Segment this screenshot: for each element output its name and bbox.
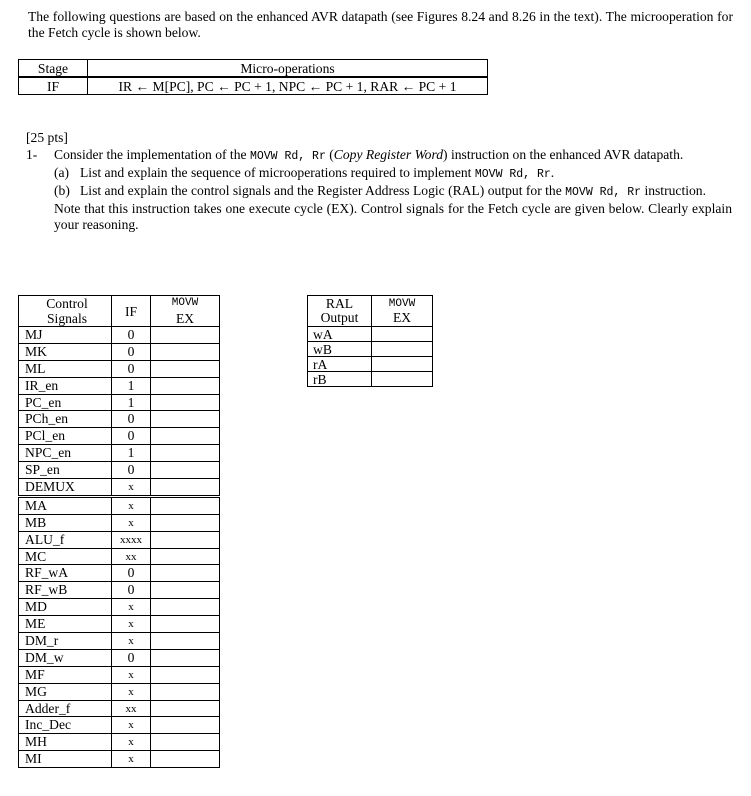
signal-if-value: x bbox=[112, 666, 151, 683]
ral-name: rA bbox=[308, 357, 372, 372]
ral-row bbox=[308, 357, 433, 372]
ral-ex-label: EX bbox=[392, 310, 412, 325]
movw-ex-header bbox=[151, 296, 220, 327]
signal-name: MG bbox=[19, 683, 112, 700]
signal-if-value: 0 bbox=[112, 343, 151, 360]
signal-name: DEMUX bbox=[19, 479, 112, 497]
signal-name: Inc_Dec bbox=[19, 717, 112, 734]
ral-movw-ex-header bbox=[372, 296, 433, 327]
ral-ex-cell[interactable] bbox=[372, 357, 433, 372]
signal-if-value: x bbox=[112, 599, 151, 616]
stage-table-row bbox=[19, 77, 488, 95]
ral-name: rB bbox=[308, 372, 372, 387]
control-signal-row bbox=[19, 360, 220, 377]
ral-ex-cell[interactable] bbox=[372, 342, 433, 357]
control-signal-row bbox=[19, 394, 220, 411]
stage-cell: IF bbox=[19, 77, 88, 95]
control-table-header bbox=[19, 296, 220, 327]
control-signal-row bbox=[19, 751, 220, 768]
signal-if-value: x bbox=[112, 734, 151, 751]
control-signal-row bbox=[19, 548, 220, 565]
control-signal-row bbox=[19, 616, 220, 633]
movw-label: MOVW bbox=[171, 297, 199, 309]
signal-name: PC_en bbox=[19, 394, 112, 411]
signal-ex-cell[interactable] bbox=[151, 327, 220, 344]
signal-if-value: 1 bbox=[112, 445, 151, 462]
control-signal-row bbox=[19, 565, 220, 582]
signal-ex-cell[interactable] bbox=[151, 496, 220, 514]
sub-b-code: MOVW Rd, Rr bbox=[565, 186, 642, 199]
signal-if-value: xx bbox=[112, 700, 151, 717]
signal-name: MJ bbox=[19, 327, 112, 344]
stage-header: Stage bbox=[19, 60, 88, 78]
sub-a-end: . bbox=[550, 165, 555, 180]
signal-ex-cell[interactable] bbox=[151, 616, 220, 633]
signal-if-value: x bbox=[112, 616, 151, 633]
control-signal-row bbox=[19, 462, 220, 479]
signal-name: DM_r bbox=[19, 633, 112, 650]
signal-ex-cell[interactable] bbox=[151, 428, 220, 445]
question-note: Note that this instruction takes one execute cycle (EX). Control signals for the Fetch cycle are given below. Clearly explain your reasoning. bbox=[54, 201, 732, 232]
control-signal-row bbox=[19, 717, 220, 734]
signal-name: MK bbox=[19, 343, 112, 360]
signal-name: MH bbox=[19, 734, 112, 751]
control-signal-row bbox=[19, 428, 220, 445]
signal-name: MD bbox=[19, 599, 112, 616]
sub-question-a bbox=[54, 165, 732, 183]
ral-table-header bbox=[308, 296, 433, 327]
control-signal-row bbox=[19, 683, 220, 700]
question-text-a: Consider the implementation of the bbox=[54, 147, 250, 162]
signal-if-value: 1 bbox=[112, 377, 151, 394]
signal-ex-cell[interactable] bbox=[151, 666, 220, 683]
signal-ex-cell[interactable] bbox=[151, 565, 220, 582]
signal-name: DM_w bbox=[19, 649, 112, 666]
ex-label: EX bbox=[175, 311, 195, 326]
control-signal-row bbox=[19, 599, 220, 616]
question-number: 1- bbox=[26, 147, 38, 162]
signal-ex-cell[interactable] bbox=[151, 377, 220, 394]
signal-if-value: x bbox=[112, 717, 151, 734]
question-1 bbox=[26, 147, 732, 233]
control-signal-row bbox=[19, 411, 220, 428]
ral-row bbox=[308, 327, 433, 342]
signal-ex-cell[interactable] bbox=[151, 479, 220, 497]
ral-name: wA bbox=[308, 327, 372, 342]
signal-ex-cell[interactable] bbox=[151, 343, 220, 360]
signal-if-value: 0 bbox=[112, 582, 151, 599]
signal-ex-cell[interactable] bbox=[151, 360, 220, 377]
signal-name: MC bbox=[19, 548, 112, 565]
signal-ex-cell[interactable] bbox=[151, 445, 220, 462]
signal-name: MI bbox=[19, 751, 112, 768]
sub-b-label: (b) bbox=[54, 183, 70, 198]
signal-ex-cell[interactable] bbox=[151, 514, 220, 531]
signal-ex-cell[interactable] bbox=[151, 411, 220, 428]
control-signal-row bbox=[19, 514, 220, 531]
instruction-code: MOVW Rd, Rr bbox=[249, 150, 326, 163]
signal-if-value: 0 bbox=[112, 462, 151, 479]
control-signal-row bbox=[19, 496, 220, 514]
ral-movw-label: MOVW bbox=[388, 298, 416, 310]
question-body bbox=[54, 147, 732, 233]
question-text-b: ( bbox=[325, 147, 334, 162]
signal-if-value: 1 bbox=[112, 394, 151, 411]
signal-ex-cell[interactable] bbox=[151, 599, 220, 616]
ral-ex-cell[interactable] bbox=[372, 327, 433, 342]
signal-name: MF bbox=[19, 666, 112, 683]
sub-b-text: List and explain the control signals and the Register Address Logic (RAL) output for the bbox=[80, 183, 566, 198]
signal-ex-cell[interactable] bbox=[151, 462, 220, 479]
control-signal-row bbox=[19, 649, 220, 666]
ral-ex-cell[interactable] bbox=[372, 372, 433, 387]
signal-if-value: 0 bbox=[112, 327, 151, 344]
ral-name: wB bbox=[308, 342, 372, 357]
instruction-description: Copy Register Word bbox=[333, 147, 444, 162]
signal-name: MB bbox=[19, 514, 112, 531]
signal-if-value: x bbox=[112, 683, 151, 700]
ral-row bbox=[308, 342, 433, 357]
control-signals-header: Control Signals bbox=[19, 296, 112, 327]
control-signals-table bbox=[18, 295, 220, 768]
signal-name: PCh_en bbox=[19, 411, 112, 428]
signal-if-value: 0 bbox=[112, 428, 151, 445]
signal-name: NPC_en bbox=[19, 445, 112, 462]
signal-if-value: x bbox=[112, 496, 151, 514]
question-statement bbox=[54, 147, 732, 165]
control-signal-row bbox=[19, 343, 220, 360]
sub-b-end: instruction. bbox=[641, 183, 706, 198]
signal-if-value: x bbox=[112, 514, 151, 531]
signal-name: ML bbox=[19, 360, 112, 377]
control-signal-row bbox=[19, 734, 220, 751]
if-header: IF bbox=[112, 296, 151, 327]
control-signal-row bbox=[19, 377, 220, 394]
fetch-stage-table bbox=[18, 59, 488, 95]
ral-row bbox=[308, 372, 433, 387]
signal-if-value: xxxx bbox=[112, 531, 151, 548]
sub-a-label: (a) bbox=[54, 165, 70, 180]
signal-ex-cell[interactable] bbox=[151, 751, 220, 768]
signal-ex-cell[interactable] bbox=[151, 548, 220, 565]
signal-if-value: 0 bbox=[112, 565, 151, 582]
control-signal-row bbox=[19, 327, 220, 344]
points-label: [25 pts] bbox=[26, 130, 68, 145]
signal-name: Adder_f bbox=[19, 700, 112, 717]
signal-ex-cell[interactable] bbox=[151, 717, 220, 734]
signal-name: ALU_f bbox=[19, 531, 112, 548]
signal-name: ME bbox=[19, 616, 112, 633]
signal-name: SP_en bbox=[19, 462, 112, 479]
ral-output-header: RAL Output bbox=[308, 296, 372, 327]
control-signal-row bbox=[19, 666, 220, 683]
control-signal-row bbox=[19, 582, 220, 599]
control-signal-row bbox=[19, 700, 220, 717]
signal-if-value: 0 bbox=[112, 360, 151, 377]
signal-name: PCl_en bbox=[19, 428, 112, 445]
signal-ex-cell[interactable] bbox=[151, 683, 220, 700]
sub-question-b bbox=[54, 183, 732, 201]
signal-name: MA bbox=[19, 496, 112, 514]
signal-name: RF_wB bbox=[19, 582, 112, 599]
stage-table-header bbox=[19, 60, 488, 78]
control-signal-row bbox=[19, 531, 220, 548]
sub-a-code: MOVW Rd, Rr bbox=[474, 168, 551, 181]
question-text-c: ) instruction on the enhanced AVR datapath. bbox=[443, 147, 684, 162]
signal-name: RF_wA bbox=[19, 565, 112, 582]
ral-output-table bbox=[307, 295, 433, 387]
signal-ex-cell[interactable] bbox=[151, 531, 220, 548]
signal-ex-cell[interactable] bbox=[151, 700, 220, 717]
signal-if-value: xx bbox=[112, 548, 151, 565]
control-signal-row bbox=[19, 479, 220, 497]
signal-ex-cell[interactable] bbox=[151, 649, 220, 666]
control-table-body bbox=[19, 327, 220, 768]
signal-ex-cell[interactable] bbox=[151, 582, 220, 599]
signal-if-value: x bbox=[112, 751, 151, 768]
microops-header: Micro-operations bbox=[88, 60, 488, 78]
signal-if-value: x bbox=[112, 479, 151, 497]
control-signal-row bbox=[19, 445, 220, 462]
signal-if-value: x bbox=[112, 633, 151, 650]
signal-name: IR_en bbox=[19, 377, 112, 394]
sub-a-text: List and explain the sequence of microoperations required to implement bbox=[80, 165, 475, 180]
signal-ex-cell[interactable] bbox=[151, 394, 220, 411]
control-signal-row bbox=[19, 633, 220, 650]
signal-if-value: 0 bbox=[112, 649, 151, 666]
intro-paragraph: The following questions are based on the enhanced AVR datapath (see Figures 8.24 and 8.26 in the text). The microoperation for the Fetch cycle is shown below. bbox=[28, 9, 733, 40]
signal-ex-cell[interactable] bbox=[151, 633, 220, 650]
signal-if-value: 0 bbox=[112, 411, 151, 428]
ral-table-body bbox=[308, 327, 433, 387]
microops-cell: IR ← M[PC], PC ← PC + 1, NPC ← PC + 1, RAR ← PC + 1 bbox=[88, 77, 488, 95]
signal-ex-cell[interactable] bbox=[151, 734, 220, 751]
